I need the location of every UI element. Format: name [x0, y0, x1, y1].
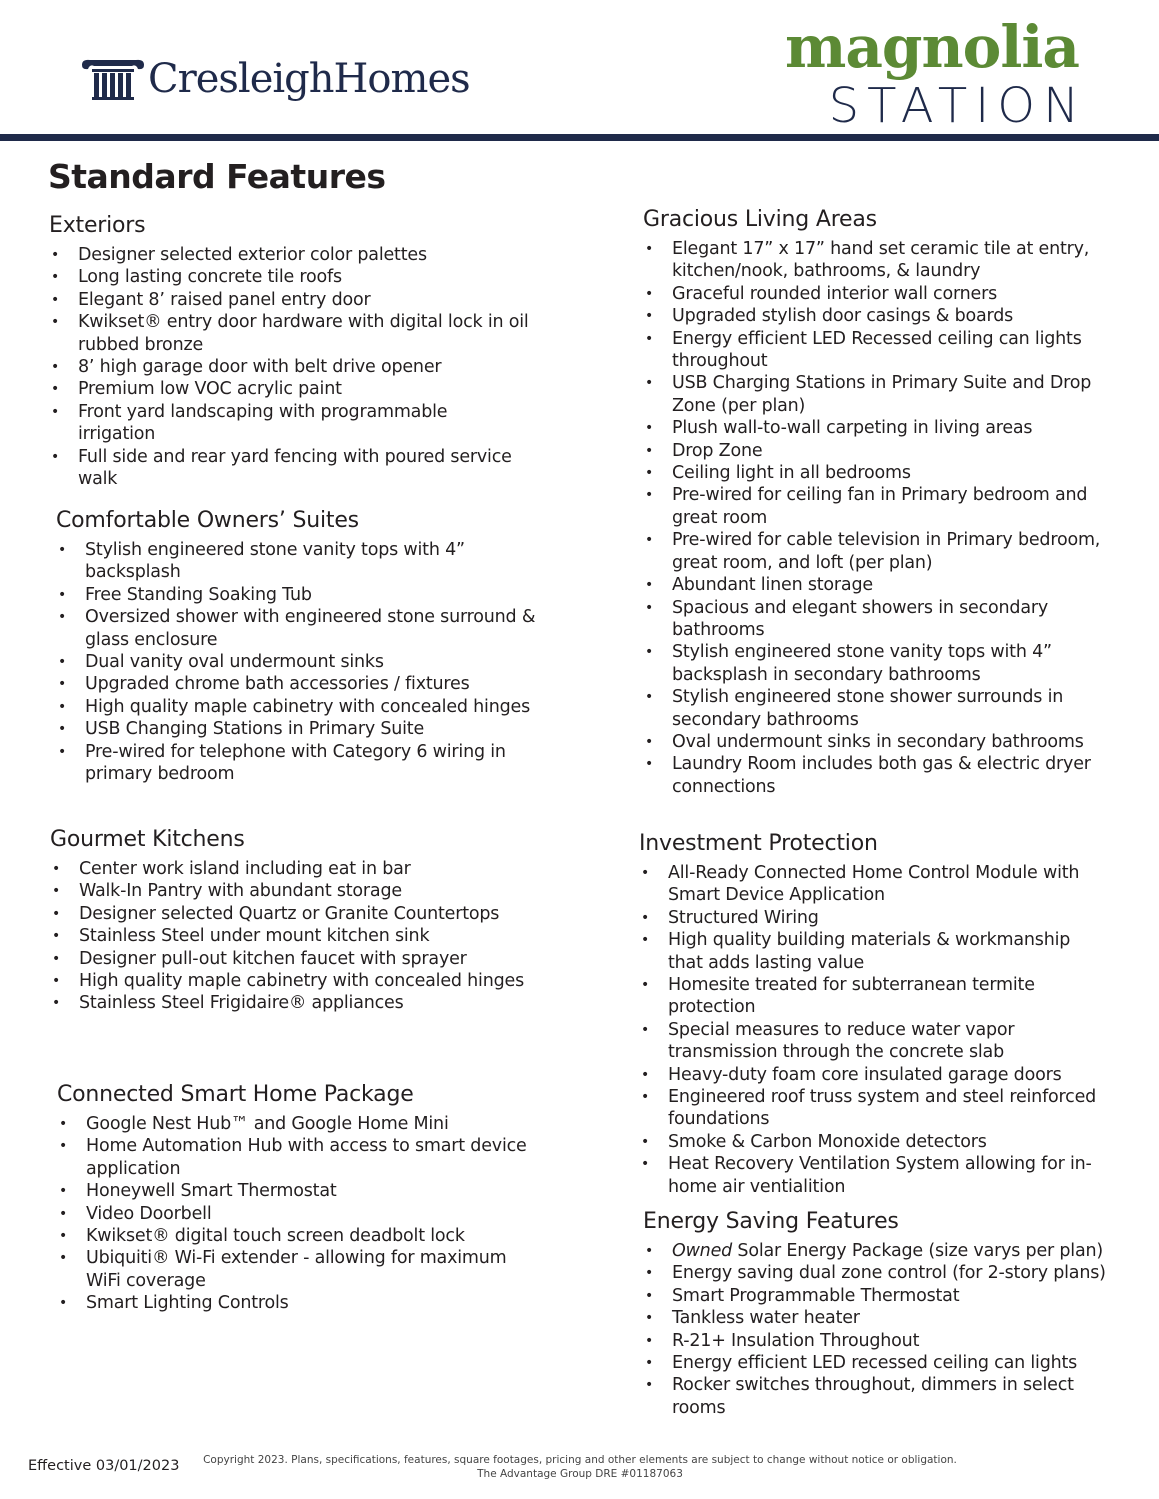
list-item: • Drop Zone: [643, 440, 1113, 462]
list-item: • Special measures to reduce water vapor transmission through the concrete slab: [639, 1019, 1109, 1064]
feature-list: [643, 1262, 1113, 1419]
list-item: • Homesite treated for subterranean termite protection: [639, 974, 1109, 1019]
magnolia-station-logo: [779, 13, 1087, 134]
feature-list: [50, 858, 530, 1015]
feature-list: [643, 1240, 1113, 1262]
list-item: • Energy efficient LED recessed ceiling can lights: [643, 1352, 1113, 1374]
list-item: • Ubiquiti® Wi-Fi extender - allowing for maximum WiFi coverage: [57, 1247, 537, 1292]
list-item: • Elegant 17” x 17” hand set ceramic tile at entry, kitchen/nook, bathrooms, & laundry: [643, 238, 1113, 283]
section-living-areas: [643, 206, 1113, 798]
list-item: • Dual vanity oval undermount sinks: [56, 651, 536, 673]
list-item: • Free Standing Soaking Tub: [56, 584, 536, 606]
feature-list: [57, 1113, 537, 1315]
copyright-line: Copyright 2023. Plans, specifications, features, square footages, pricing and other elements are subject to change without notice or obligation.: [203, 1454, 957, 1466]
list-item: • Full side and rear yard fencing with poured service walk: [49, 446, 529, 491]
list-item: • Center work island including eat in bar: [50, 858, 530, 880]
section-title: Exteriors: [49, 213, 146, 238]
dre-line: The Advantage Group DRE #01187063: [477, 1468, 683, 1480]
list-item: • Stainless Steel under mount kitchen sink: [50, 925, 530, 947]
list-item: • Stainless Steel Frigidaire® appliances: [50, 992, 530, 1014]
list-item: • USB Charging Stations in Primary Suite and Drop Zone (per plan): [643, 372, 1113, 417]
feature-list: [56, 539, 536, 785]
list-item: • Smart Programmable Thermostat: [643, 1285, 1113, 1307]
list-item: • Energy saving dual zone control (for 2-story plans): [643, 1262, 1113, 1284]
page-title: Standard Features: [48, 157, 386, 196]
list-item: • Home Automation Hub with access to smart device application: [57, 1135, 537, 1180]
list-item: • USB Changing Stations in Primary Suite: [56, 718, 536, 740]
brand-name: CresleighHomes: [148, 56, 470, 102]
section-energy: [643, 1208, 1113, 1419]
list-item: • Premium low VOC acrylic paint: [49, 378, 529, 400]
page-header: [0, 0, 1159, 145]
list-item: • Stylish engineered stone vanity tops with 4” backsplash in secondary bathrooms: [643, 641, 1113, 686]
list-item: • Smoke & Carbon Monoxide detectors: [639, 1131, 1109, 1153]
list-item: • Designer selected Quartz or Granite Countertops: [50, 903, 530, 925]
section-exteriors: [49, 212, 529, 490]
feature-list: [639, 862, 1109, 1198]
list-item: • R-21+ Insulation Throughout: [643, 1330, 1113, 1352]
list-item: • Plush wall-to-wall carpeting in living areas: [643, 417, 1113, 439]
list-item: • Upgraded chrome bath accessories / fixtures: [56, 673, 536, 695]
list-item: • Rocker switches throughout, dimmers in select rooms: [643, 1374, 1113, 1419]
header-divider: [0, 134, 1159, 141]
section-title: Connected Smart Home Package: [57, 1082, 414, 1107]
section-title: Gourmet Kitchens: [50, 827, 245, 852]
list-item: • Google Nest Hub™ and Google Home Mini: [57, 1113, 537, 1135]
cresleigh-logo: [80, 55, 470, 103]
list-item: • High quality maple cabinetry with concealed hinges: [56, 696, 536, 718]
list-item: • Front yard landscaping with programmable irrigation: [49, 401, 529, 446]
list-item: • Pre-wired for ceiling fan in Primary bedroom and great room: [643, 484, 1113, 529]
list-item: • Kwikset® digital touch screen deadbolt lock: [57, 1225, 537, 1247]
list-item: • Upgraded stylish door casings & boards: [643, 305, 1113, 327]
list-item: • All-Ready Connected Home Control Module with Smart Device Application: [639, 862, 1109, 907]
list-item: • Laundry Room includes both gas & electric dryer connections: [643, 753, 1113, 798]
community-name-line2: STATION: [828, 78, 1087, 134]
list-item: • Stylish engineered stone shower surrounds in secondary bathrooms: [643, 686, 1113, 731]
section-owners-suites: [56, 507, 536, 785]
list-item: • Spacious and elegant showers in secondary bathrooms: [643, 597, 1113, 642]
section-title: Investment Protection: [639, 831, 878, 856]
list-item: • Designer selected exterior color palettes: [49, 244, 529, 266]
section-kitchens: [50, 826, 530, 1015]
list-item: • Stylish engineered stone vanity tops with 4” backsplash: [56, 539, 536, 584]
list-item: • Honeywell Smart Thermostat: [57, 1180, 537, 1202]
list-item: • Long lasting concrete tile roofs: [49, 266, 529, 288]
list-item: • Energy efficient LED Recessed ceiling can lights throughout: [643, 328, 1113, 373]
section-title: Comfortable Owners’ Suites: [56, 508, 359, 533]
pillar-logo-icon: [80, 57, 146, 101]
list-item: • Abundant linen storage: [643, 574, 1113, 596]
list-item: • Smart Lighting Controls: [57, 1292, 537, 1314]
list-item: • Structured Wiring: [639, 907, 1109, 929]
feature-list: [49, 244, 529, 490]
list-item: • Walk-In Pantry with abundant storage: [50, 880, 530, 902]
list-item: • Graceful rounded interior wall corners: [643, 283, 1113, 305]
list-item: • Oval undermount sinks in secondary bathrooms: [643, 731, 1113, 753]
section-title: Energy Saving Features: [643, 1209, 899, 1234]
list-item: • Pre-wired for telephone with Category 6 wiring in primary bedroom: [56, 741, 536, 786]
list-item: • Designer pull-out kitchen faucet with sprayer: [50, 948, 530, 970]
list-item: • Heat Recovery Ventilation System allowing for in-home air ventialition: [639, 1153, 1109, 1198]
list-item: • Kwikset® entry door hardware with digital lock in oil rubbed bronze: [49, 311, 529, 356]
list-item: • Oversized shower with engineered stone surround & glass enclosure: [56, 606, 536, 651]
list-item: • Tankless water heater: [643, 1307, 1113, 1329]
list-item-emphasis: Owned: [672, 1241, 733, 1261]
list-item: • Video Doorbell: [57, 1203, 537, 1225]
feature-list: [643, 238, 1113, 798]
list-item: • Pre-wired for cable television in Primary bedroom, great room, and loft (per plan): [643, 529, 1113, 574]
list-item: • Engineered roof truss system and steel reinforced foundations: [639, 1086, 1109, 1131]
list-item: • Ceiling light in all bedrooms: [643, 462, 1113, 484]
section-investment: [639, 830, 1109, 1198]
copyright-notice: [200, 1453, 960, 1481]
list-item: • Heavy-duty foam core insulated garage doors: [639, 1064, 1109, 1086]
section-title: Gracious Living Areas: [643, 207, 877, 232]
community-name-line1: magnolia: [784, 13, 1079, 81]
effective-date: Effective 03/01/2023: [28, 1458, 180, 1474]
list-item: • 8’ high garage door with belt drive opener: [49, 356, 529, 378]
list-item: [643, 1240, 1113, 1262]
list-item: • Elegant 8’ raised panel entry door: [49, 289, 529, 311]
list-item-text: Solar Energy Package (size varys per plan): [732, 1241, 1103, 1261]
section-smart-home: [57, 1081, 537, 1315]
list-item: • High quality maple cabinetry with concealed hinges: [50, 970, 530, 992]
list-item: • High quality building materials & workmanship that adds lasting value: [639, 929, 1109, 974]
